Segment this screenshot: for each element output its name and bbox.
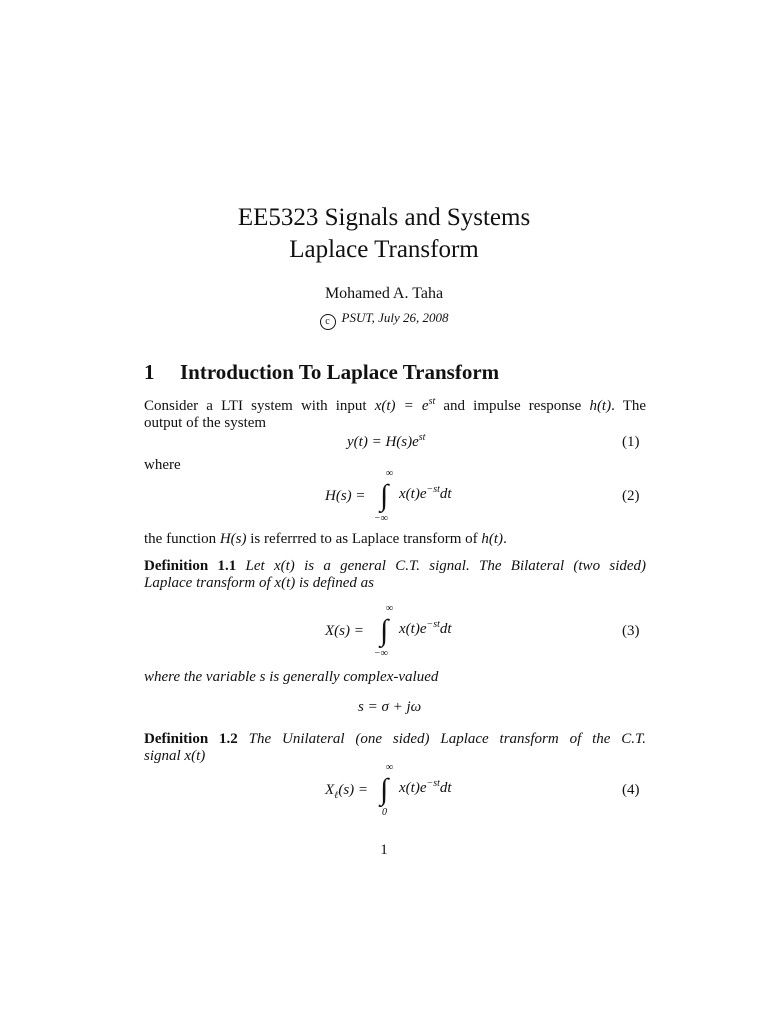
- equation-3-number: (3): [622, 623, 640, 639]
- copyright-icon: c: [320, 314, 336, 330]
- equation-4-upper-limit: ∞: [386, 762, 394, 773]
- equation-3-lower-limit: −∞: [374, 648, 388, 659]
- title-line-2: Laplace Transform: [289, 236, 479, 263]
- definition-1-1-label: Definition 1.1: [144, 558, 237, 574]
- equation-2-lhs: H(s) =: [325, 488, 366, 504]
- equation-2-integrand: $x(t)e^{-st}dt$: [399, 484, 452, 502]
- equation-4-lower-limit: 0: [382, 807, 387, 818]
- equation-3-upper-limit: ∞: [386, 603, 394, 614]
- equation-4-integrand: $x(t)e^{-st}dt$: [399, 778, 452, 796]
- section-title: Introduction To Laplace Transform: [180, 360, 500, 384]
- equation-3-integrand: $x(t)e^{-st}dt$: [399, 619, 452, 637]
- impulse-response: h(t): [589, 398, 612, 414]
- title-line-1: EE5323 Signals and Systems: [237, 204, 531, 231]
- equation-3-lhs: X(s) =: [325, 623, 364, 639]
- equation-4-lhs: $X_\ell(s)$ =: [325, 782, 369, 801]
- definition-1-1-line-1: Definition 1.1 Let x(t) is a general C.T. signal. The Bilateral (two sided): [144, 558, 647, 574]
- integral-sign: ∫: [380, 773, 389, 806]
- where-label: where: [144, 457, 181, 473]
- equation-4-number: (4): [622, 782, 640, 798]
- definition-1-2-label: Definition 1.2: [144, 731, 238, 747]
- date-line: [0, 310, 768, 330]
- equation-2-lower-limit: −∞: [374, 513, 388, 524]
- section-number: 1: [144, 360, 155, 384]
- intro-line-2: output of the system: [144, 415, 267, 431]
- date-text: PSUT, July 26, 2008: [341, 310, 449, 325]
- definition-1-2-line-2: signal x(t): [144, 748, 206, 764]
- equation-2-upper-limit: ∞: [386, 468, 394, 479]
- author: Mohamed A. Taha: [324, 285, 444, 302]
- equation-1-number: (1): [622, 434, 640, 450]
- page-number: 1: [380, 842, 388, 858]
- equation-1: $y(t) = H(s)e^{st}$: [347, 432, 426, 450]
- definition-1-1-line-2: Laplace transform of x(t) is defined as: [144, 575, 374, 591]
- section-heading: [144, 360, 499, 385]
- equation-2-number: (2): [622, 488, 640, 504]
- input-equation: $x(t) = e^{st}$: [374, 396, 436, 414]
- complex-note: where the variable s is generally complex-valued: [144, 669, 439, 685]
- definition-1-2-line-1: Definition 1.2 The Unilateral (one sided) Laplace transform of the C.T.: [144, 731, 647, 747]
- intro-line-1: Consider a LTI system with input $x(t) = e^{st}$ and impulse response h(t). The: [144, 396, 647, 414]
- integral-sign: ∫: [380, 479, 389, 512]
- s-definition: s = σ + jω: [358, 699, 422, 715]
- hs-sentence: the function H(s) is referrred to as Laplace transform of h(t).: [144, 531, 507, 547]
- integral-sign: ∫: [380, 614, 389, 647]
